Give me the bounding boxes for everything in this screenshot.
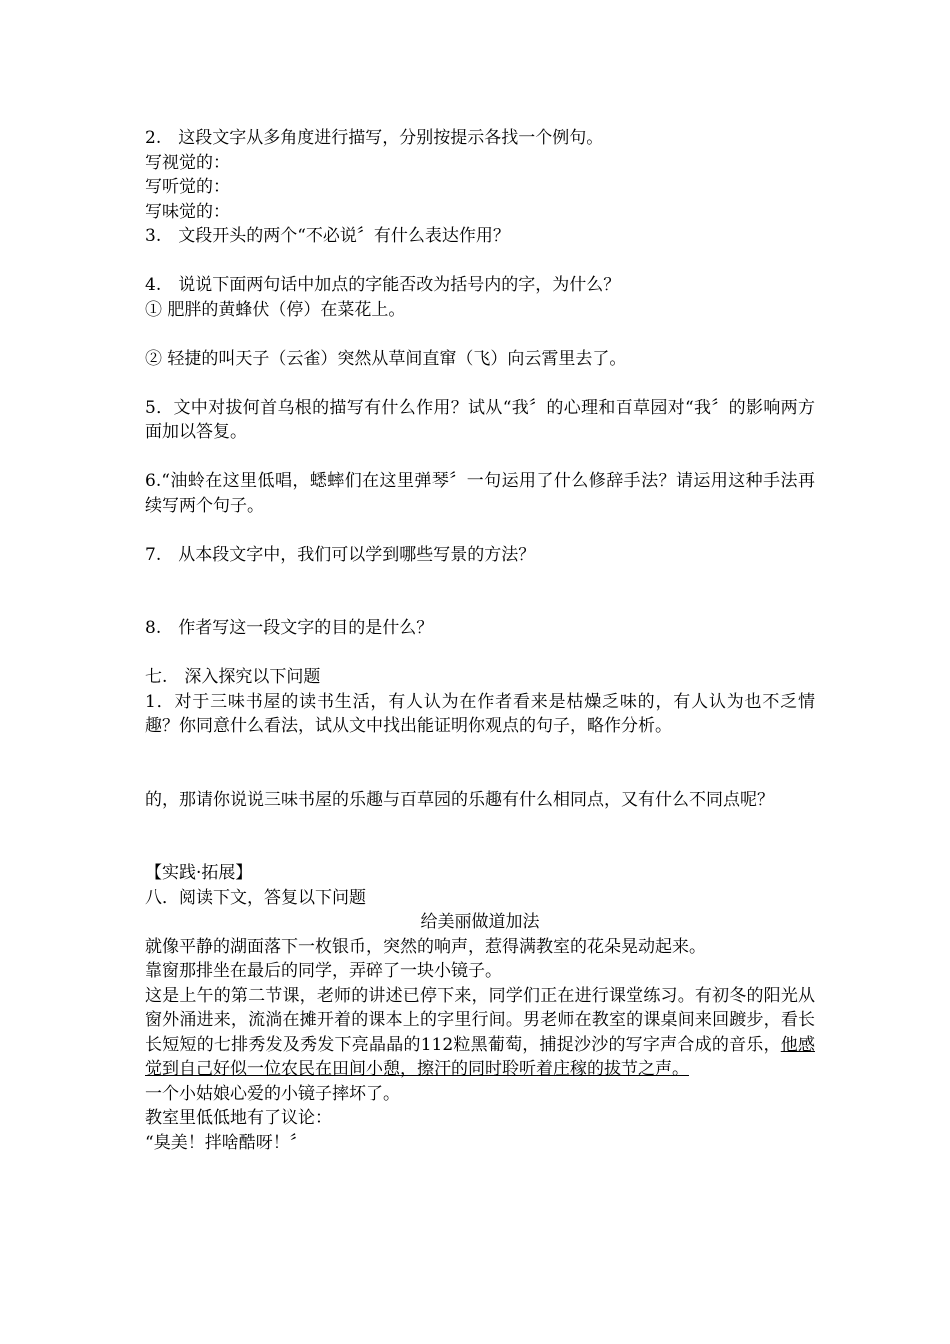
question-2: 2. 这段文字从多角度进行描写，分别按提示各找一个例句。 [145,128,604,148]
question-7: 7. 从本段文字中，我们可以学到哪些写景的方法？ [145,544,536,565]
prompt-visual: 写视觉的： [145,152,230,173]
question-4-sentence-2: ② 轻捷的叫天子（云雀）突然从草间直窜（飞）向云霄里去了。 [145,348,627,369]
spacer [145,322,815,347]
question-8: 8. 作者写这一段文字的目的是什么？ [145,618,434,638]
underlined-sentence: 他感觉到自己好似一位农民在田间小憩，擦汗的同时聆听着庄稼的拔节之声。 [145,1034,815,1079]
article-paragraph-5: 教室里低低地有了议论： [145,1108,332,1128]
question-4-sentence-1: ① 肥胖的黄蜂伏（停）在菜花上。 [145,299,406,320]
article-paragraph-3-text: 这是上午的第二节课，老师的讲述已停下来，同学们正在进行课堂练习。有初冬的阳光从窗外涌进来，流淌在摊开着的课本上的字里行间。男老师在教室的课桌间来回踱步，看长长短短的七排秀发及秀发下亮晶晶的112粒黑葡萄，捕捉沙沙的写字声合成的音乐， [145,985,815,1055]
document-page [145,126,815,1155]
spacer [145,812,815,861]
article-paragraph-6: “臭美！拌啥酷呀！〞 [145,1132,307,1153]
spacer [145,567,815,616]
article-paragraph-4: 一个小姑娘心爱的小镜子摔坏了。 [145,1083,400,1104]
question-5: 5．文中对拔何首乌根的描写有什么作用？试从“我〞的心理和百草园对“我〞的影响两方面加以答复。 [145,397,815,442]
section-7-question-2: 的，那请你说说三味书屋的乐趣与百草园的乐趣有什么相同点，又有什么不同点呢？ [145,789,774,810]
article-paragraph-3 [145,984,815,1082]
question-4: 4. 说说下面两句话中加点的字能否改为括号内的字，为什么？ [145,275,621,295]
practice-heading: 【实践·拓展】 [145,863,253,883]
section-7-question-1: 1．对于三味书屋的读书生活，有人认为在作者看来是枯燥乏味的，有人认为也不乏情趣？你同意什么看法，试从文中找出能证明你观点的句子，略作分析。 [145,691,815,736]
section-8-heading: 八．阅读下文，答复以下问题 [145,887,366,908]
section-7-heading: 七. 深入探究以下问题 [145,667,321,687]
prompt-hearing: 写听觉的： [145,177,230,197]
question-6: 6.“油蛉在这里低唱，蟋蟀们在这里弹琴〞一句运用了什么修辞手法？请运用这种手法再续写两个句子。 [145,471,815,516]
article-paragraph-2: 靠窗那排坐在最后的同学，弄碎了一块小镜子。 [145,961,502,981]
prompt-taste: 写味觉的： [145,201,230,222]
spacer [145,739,815,788]
question-3: 3. 文段开头的两个“不必说〞有什么表达作用？ [145,226,510,246]
spacer [145,641,815,666]
article-title: 给美丽做道加法 [420,912,540,932]
spacer [145,445,815,470]
spacer [145,249,815,274]
article-paragraph-1: 就像平静的湖面落下一枚银币，突然的响声，惹得满教室的花朵晃动起来。 [145,936,706,957]
spacer [145,518,815,543]
spacer [145,371,815,396]
